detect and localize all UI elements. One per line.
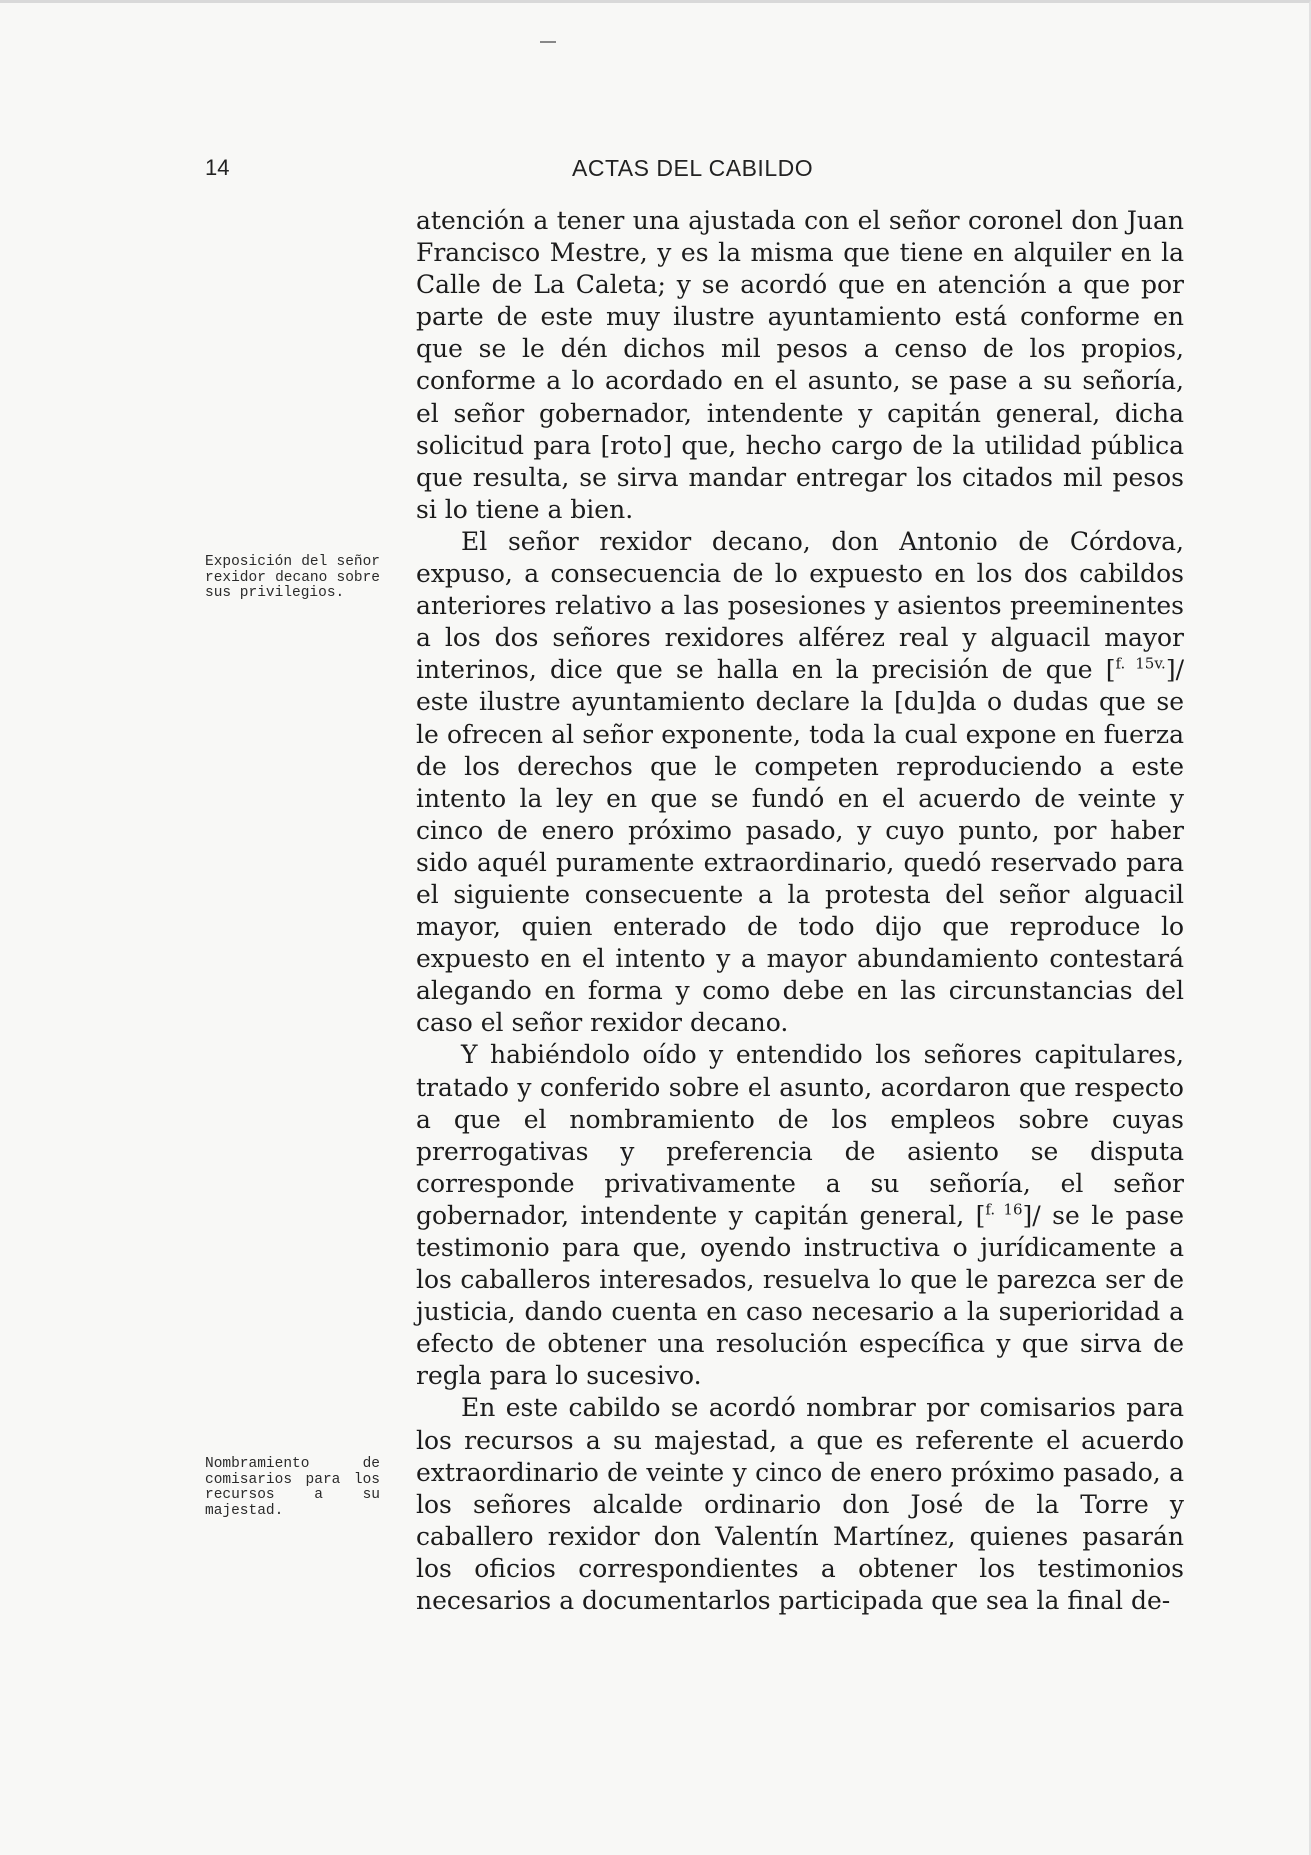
paragraph-2-part-b: ]/ este ilustre ayuntamiento declare la [du]da o dudas que se le ofrecen al señor exponente, toda la cual expone en fuerza de los derechos que le competen reproduciendo a este intento la ley en que se fundó en el acuerdo de veinte y cinco de enero próximo pasado, y cuyo punto, por haber sido aquél puramente extraordinario, quedó reservado para el siguiente consecuente a la protesta del señor alguacil mayor, quien enterado de todo dijo que reproduce lo expuesto en el intento y a mayor abundamiento contestará alegando en forma y como debe en las circunstancias del caso el señor rexidor decano. [416, 655, 1184, 1038]
paragraph-3-part-a: Y habiéndolo oído y entendido los señores capitulares, tratado y conferido sobre el asunto, acordaron que respecto a que el nombramiento de los empleos sobre cuyas prerrogativas y preferencia de asiento se disputa corresponde privativamente a su señoría, el señor gobernador, intendente y capitán general, [ [416, 1040, 1184, 1230]
folio-reference: f. 15v. [1115, 654, 1166, 673]
folio-reference: f. 16 [985, 1200, 1023, 1219]
paragraph-2 [416, 526, 1184, 1040]
paragraph-3 [416, 1039, 1184, 1392]
paragraph-3-part-b: ]/ se le pase testimonio para que, oyendo instructiva o jurídicamente a los caballeros interesados, resuelva lo que le parezca ser de justicia, dando cuenta en caso necesario a la superioridad a efecto de obtener una resolución específica y que sirva de regla para lo sucesivo. [416, 1200, 1185, 1391]
margin-note-nombramiento: Nombramiento de comisarios para los recursos a su majestad. [205, 1456, 380, 1519]
page-number: 14 [205, 155, 230, 180]
running-header: ACTAS DEL CABILDO [572, 155, 814, 181]
paragraph-1: atención a tener una ajustada con el señor coronel don Juan Francisco Mestre, y es la misma que tiene en alquiler en la Calle de La Caleta; y se acordó que en atención a que por parte de este muy ilustre ayuntamiento está conforme en que se le dén dichos mil pesos a censo de los propios, conforme a lo acordado en el asunto, se pase a su señoría, el señor gobernador, intendente y capitán general, dicha solicitud para [roto] que, hecho cargo de la utilidad pública que resulta, se sirva mandar entregar los citados mil pesos si lo tiene a bien. [416, 206, 1184, 524]
body-text [416, 205, 1184, 1617]
paragraph-4: En este cabildo se acordó nombrar por comisarios para los recursos a su majestad, a que es referente el acuerdo extraordinario de veinte y cinco de enero próximo pasado, a los señores alcalde ordinario don José de la Torre y caballero rexidor don Valentín Martínez, quienes pasarán los oficios correspondientes a obtener los testimonios necesarios a documentarlos participada que sea la final de- [416, 1393, 1184, 1616]
paragraph-2-part-a: El señor rexidor decano, don Antonio de Córdova, expuso, a consecuencia de lo expuesto en los dos cabildos anteriores relativo a las posesiones y asientos preeminentes a los dos señores rexidores alférez real y alguacil mayor interinos, dice que se halla en la precisión de que [ [416, 526, 1184, 685]
printer-mark [540, 41, 556, 43]
margin-note-exposicion: Exposición del señor rexidor decano sobre sus privilegios. [205, 554, 380, 601]
